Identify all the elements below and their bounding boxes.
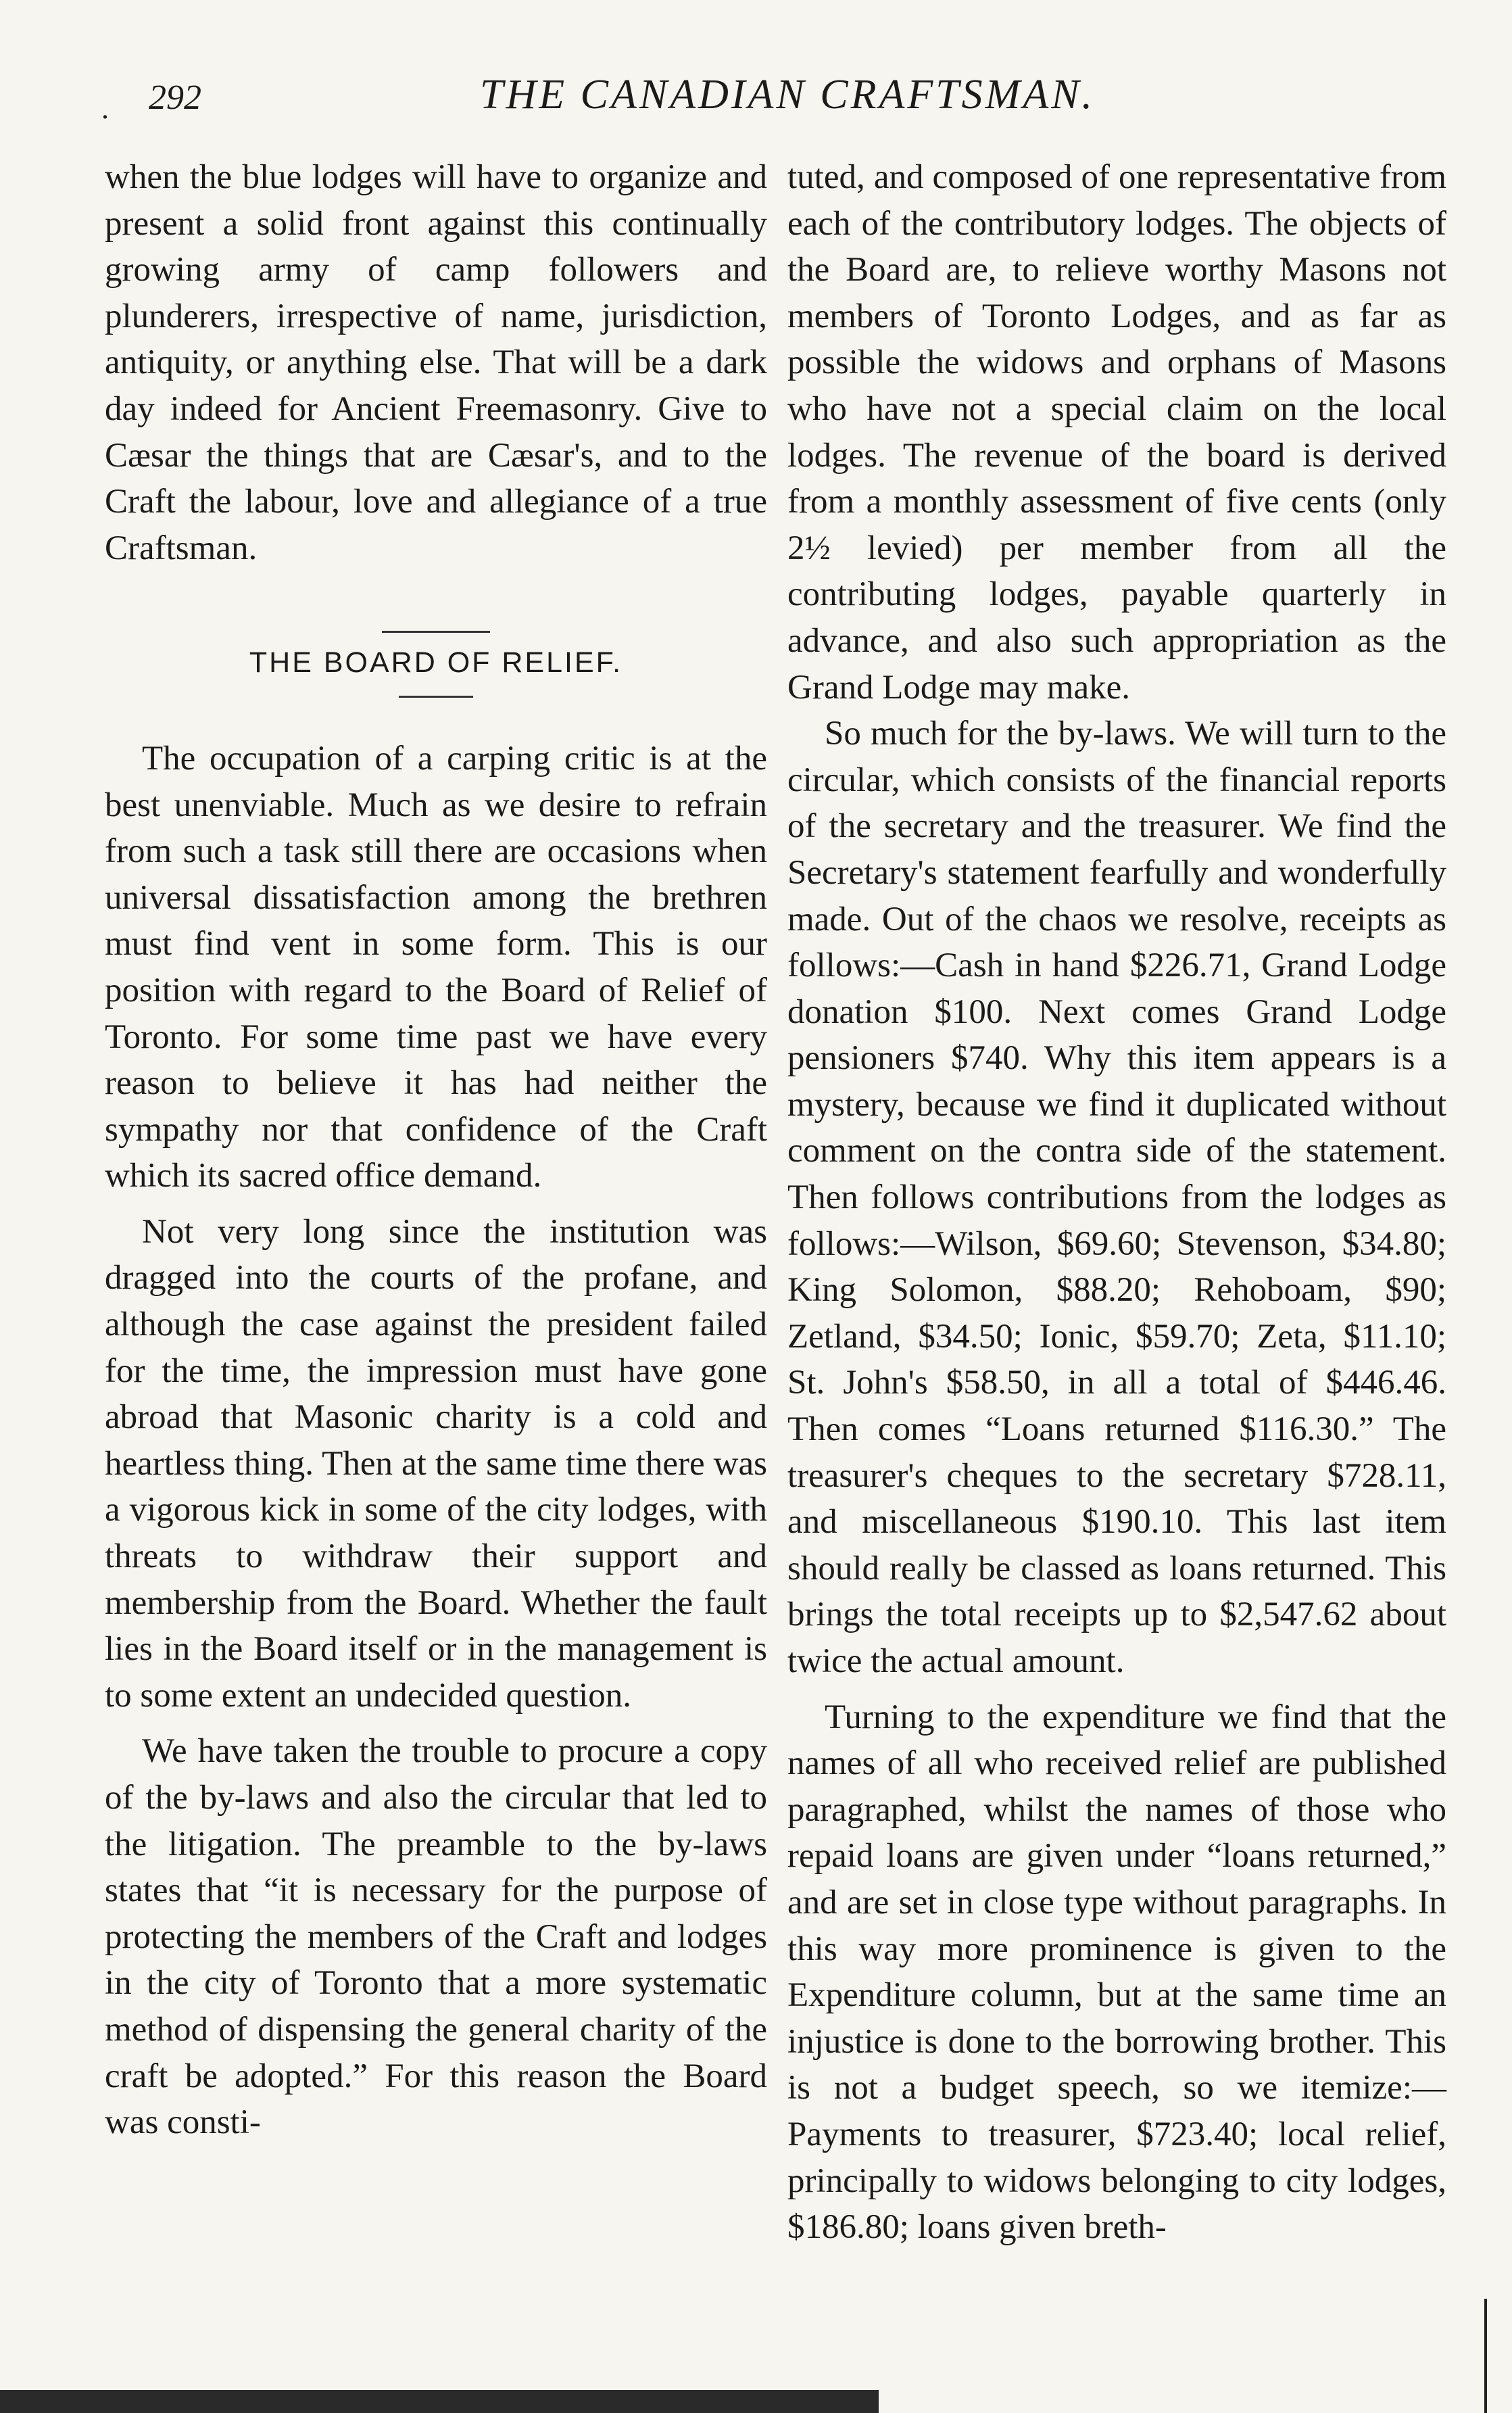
section-heading: [105, 619, 767, 713]
scan-right-edge: [1484, 2299, 1487, 2413]
page-header: [101, 71, 1419, 132]
page-number: 292: [149, 78, 201, 117]
continued-paragraph: tuted, and composed of one representative from each of the contributory lodges. The objects of the Board are, to relieve worthy Masons not members of Toronto Lodges, and as far as possible the widows and orphans of Masons who have not a special claim on the local lodges. The revenue of the board is derived from a monthly assessment of five cents (only 2½ levied) per member from all the contributing lodges, payable quarterly in advance, and also such appropriation as the Grand Lodge may make.: [787, 158, 1446, 707]
article-paragraph-1: The occupation of a carping critic is at the best unenviable. Much as we desire to refrain from such a task still there are occasions when universal dissatisfaction among the brethren must find vent in some form. This is our position with regard to the Board of Relief of Toronto. For some time past we have every reason to believe it has had neither the sympathy nor that confidence of the Craft which its sacred office demand.: [105, 739, 767, 1195]
scan-bottom-edge: [0, 2390, 879, 2413]
article-paragraph-3: We have taken the trouble to procure a copy of the by-laws and also the circular that led to the litigation. The preamble to the by-laws states that “it is necessary for the purpose of protecting the members of the Craft and lodges in the city of Toronto that a more systematic method of dispensing the general charity of the craft be adopted.” For this reason the Board was consti-: [105, 1732, 767, 2142]
article-paragraph-2: Not very long since the institution was dragged into the courts of the profane, and although the case against the president failed for the time, the impression must have gone abroad that Masonic charity is a cold and heartless thing. Then at the same time there was a vigorous kick in some of the city lodges, with threats to withdraw their support and membership from the Board. Whether the fault lies in the Board itself or in the management is to some extent an undecided question.: [105, 1212, 767, 1715]
header-mark: .: [101, 92, 109, 125]
article-paragraph-4: So much for the by-laws. We will turn to the circular, which consists of the financial reports of the secretary and the treasurer. We find the Secretary's statement fearfully and wonderfully made. Out of the chaos we resolve, receipts as follows:—Cash in hand $226.71, Grand Lodge donation $100. Next comes Grand Lodge pensioners $740. Why this item appears is a mystery, because we find it duplicated without comment on the contra side of the statement. Then follows contributions from the lodges as follows:—Wilson, $69.60; Stevenson, $34.80; King Solomon, $88.20; Rehoboam, $90; Zetland, $34.50; Ionic, $59.70; Zeta, $11.10; St. John's $58.50, in all a total of $446.46. Then comes “Loans returned $116.30.” The treasurer's cheques to the secretary $728.11, and miscellaneous $190.10. This last item should really be classed as loans returned. This brings the total receipts up to $2,547.62 about twice the actual amount.: [787, 715, 1446, 1680]
section-title: THE BOARD OF RELIEF.: [249, 646, 623, 679]
heading-rule-bottom: [399, 696, 473, 698]
article-paragraph-5: Turning to the expenditure we find that the names of all who received relief are published paragraphed, whilst the names of those who repaid loans are given under “loans returned,” and are set in close type without paragraphs. In this way more prominence is given to the Expenditure column, but at the same time an injustice is done to the borrowing brother. This is not a budget speech, so we itemize:—Payments to treasurer, $723.40; local relief, principally to widows belonging to city lodges, $186.80; loans given breth-: [787, 1698, 1446, 2247]
left-column: [105, 154, 767, 2146]
intro-paragraph: when the blue lodges will have to organize and present a solid front against this continually growing army of camp followers and plunderers, irrespective of name, jurisdiction, antiquity, or anything else. That will be a dark day indeed for Ancient Freemasonry. Give to Cæsar the things that are Cæsar's, and to the Craft the labour, love and allegiance of a true Craftsman.: [105, 158, 767, 567]
right-column: [787, 154, 1446, 2251]
heading-rule-top: [382, 631, 490, 633]
running-title: THE CANADIAN CRAFTSMAN.: [480, 72, 1096, 118]
